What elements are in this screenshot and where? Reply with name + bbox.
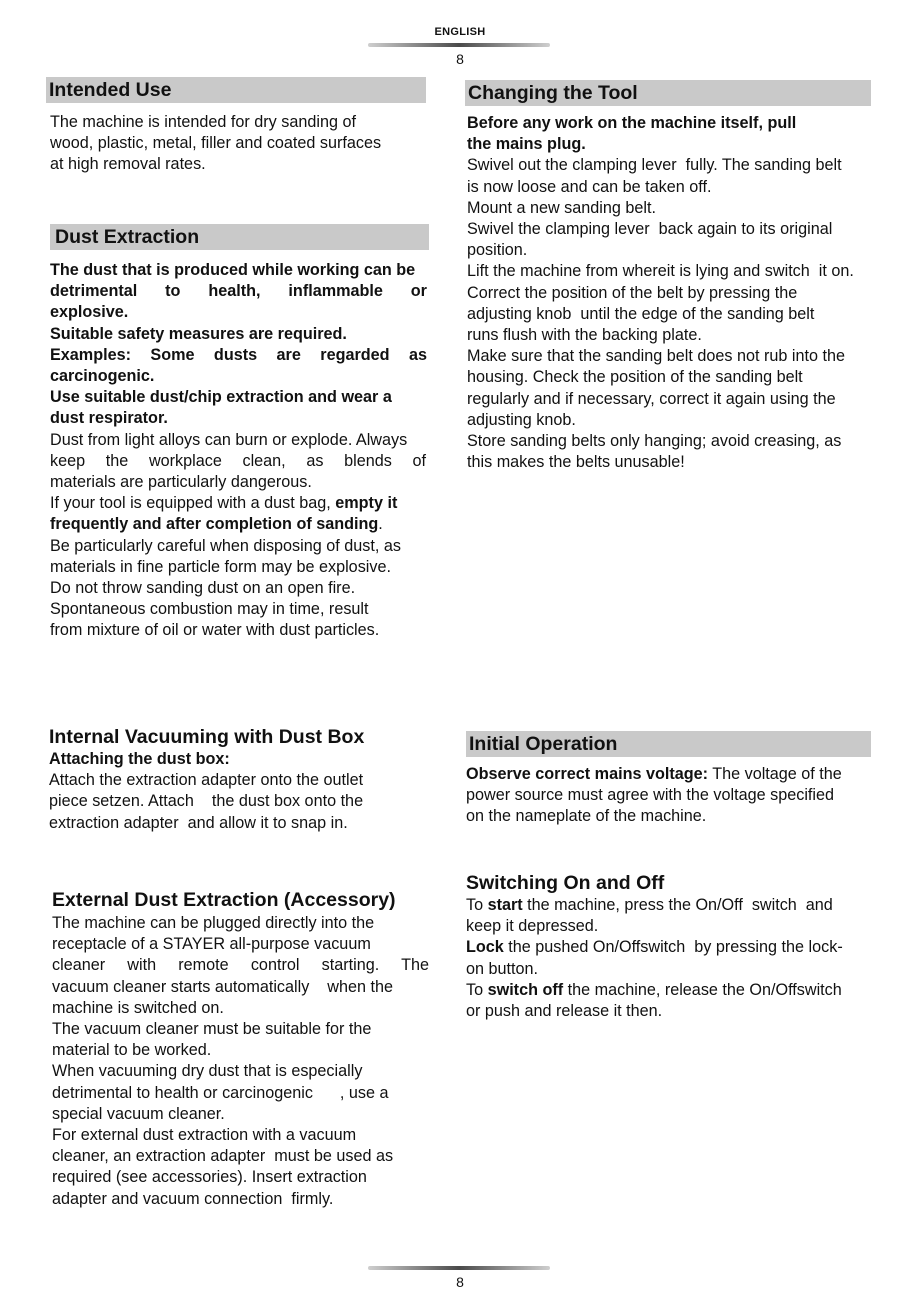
dust-extraction-heading: Dust Extraction <box>50 224 429 250</box>
footer-rule <box>368 1266 550 1270</box>
initial-operation-heading: Initial Operation <box>466 731 871 757</box>
changing-tool-text: Before any work on the machine itself, pull the mains plug. Swivel out the clamping lever fully. The sanding belt is now loose and can be taken off. Mount a new sanding belt. Swivel the clamping lever back again to its original position. Lift the machine from whereit is lying and switch it on. Correct the position of the belt by pressing the adjusting knob until the edge of the sanding belt runs flush with the backing plate. Make sure that the sanding belt does not rub into the housing. Check the position of the sanding belt regularly and if necessary, correct it again using the adjusting knob. Store sanding belts only hanging; avoid creasing, as this makes the belts unusable! <box>467 114 854 472</box>
switching-text: To start the machine, press the On/Off switch and keep it depressed. Lock the pushed On/Offswitch by pressing the lock- on button. To switch off the machine, release the On/Offswitch or push and release it then. <box>466 896 843 1021</box>
external-extraction-heading: External Dust Extraction (Accessory) <box>52 889 396 911</box>
header-rule <box>368 43 550 47</box>
intended-use-text: The machine is intended for dry sanding of wood, plastic, metal, filler and coated surfaces at high removal rates. <box>50 113 382 174</box>
internal-vacuuming-text: Attaching the dust box: Attach the extraction adapter onto the outlet piece setzen. Attach the dust box onto the extraction adapter and allow it to snap in. <box>49 750 364 832</box>
initial-operation-text: Observe correct mains voltage: The voltage of the power source must agree with the voltage specified on the nameplate of the machine. <box>466 765 842 826</box>
changing-tool-heading: Changing the Tool <box>465 80 871 106</box>
language-label: ENGLISH <box>434 26 486 38</box>
footer-page-number: 8 <box>456 1274 464 1290</box>
intended-use-heading: Intended Use <box>46 77 426 103</box>
internal-vacuuming-heading: Internal Vacuuming with Dust Box <box>49 726 365 748</box>
header-page-number: 8 <box>456 51 464 67</box>
external-extraction-text: The machine can be plugged directly into the receptacle of a STAYER all-purpose vacuum cleaner with remote control starting. The vacuum cleaner starts automatically when the machine is switched on. The vacuum cleaner must be suitable for the material to be worked. When vacuuming dry dust that is especially detrimental to health or carcinogenic , use a special vacuum cleaner. For external dust extraction with a vacuum cleaner, an extraction adapter must be used as required (see accessories). Insert extraction adapter and vacuum connection firmly. <box>52 914 429 1208</box>
dust-extraction-text: The dust that is produced while working can be detrimental to health, inflammable or explosive. Suitable safety measures are required. Examples: Some dusts are regarded as carcinogenic. Use suitable dust/chip extraction and wear a dust respirator. Dust from light alloys can burn or explode. Always keep the workplace clean, as blends of materials are particularly dangerous. If your tool is equipped with a dust bag, empty it frequently and after completion of sanding. Be particularly careful when disposing of dust, as materials in fine particle form may be explosive. Do not throw sanding dust on an open fire. Spontaneous combustion may in time, result from mixture of oil or water with dust particles. <box>50 261 427 640</box>
switching-heading: Switching On and Off <box>466 872 665 894</box>
